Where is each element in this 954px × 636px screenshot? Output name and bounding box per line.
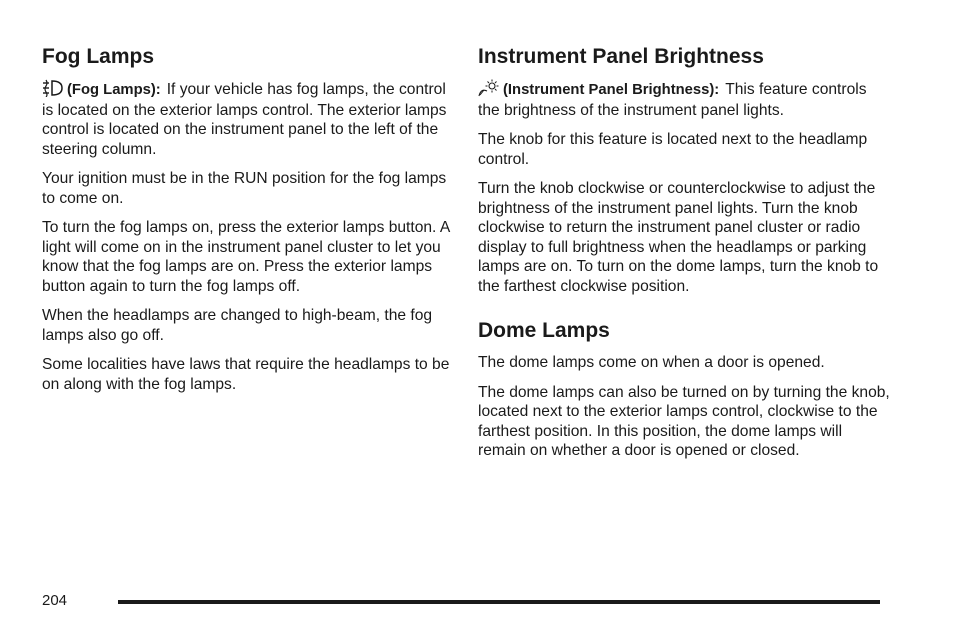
panel-brightness-term: (Instrument Panel Brightness):	[503, 82, 720, 99]
dome-lamps-paragraph-1: The dome lamps come on when a door is opened.	[478, 354, 825, 372]
panel-brightness-paragraph-1: The knob for this feature is located next to the headlamp control.	[478, 131, 868, 168]
fog-lamps-paragraph-3: When the headlamps are changed to high-beam, the fog lamps also go off.	[42, 307, 433, 344]
panel-brightness-intro	[478, 79, 890, 120]
footer-rule	[118, 600, 880, 604]
panel-brightness-intro-text: This feature controls the brightness of the instrument panel lights.	[478, 81, 867, 119]
fog-lamps-intro-text: If your vehicle has fog lamps, the control is located on the exterior lamps control. The exterior lamps control is located on the instrument panel to the left of the steering column.	[42, 81, 447, 158]
instrument-panel-brightness-heading: Instrument Panel Brightness	[478, 45, 764, 68]
fog-lamps-term: (Fog Lamps):	[67, 82, 161, 99]
dome-lamps-heading: Dome Lamps	[478, 319, 610, 343]
fog-lamps-paragraph-1: Your ignition must be in the RUN position for the fog lamps to come on.	[42, 170, 447, 207]
left-column	[42, 44, 452, 404]
dome-lamps-paragraph-2: The dome lamps can also be turned on by turning the knob, located next to the exterior lamps control, clockwise to the farthest position. In this position, the dome lamps will remain on whether a door is opened or closed.	[478, 383, 890, 460]
right-column	[478, 44, 890, 471]
fog-lamps-paragraph-2: To turn the fog lamps on, press the exterior lamps button. A light will come on in the instrument panel cluster to let you know that the fog lamps are on. Press the exterior lamps button again to turn the fog lamps off.	[42, 219, 450, 295]
page-number: 204	[42, 592, 68, 609]
panel-brightness-icon	[478, 79, 500, 97]
fog-lamps-intro	[42, 79, 452, 159]
fog-lamps-heading: Fog Lamps	[42, 45, 155, 68]
fog-lamps-paragraph-4: Some localities have laws that require the headlamps to be on along with the fog lamps.	[42, 356, 450, 393]
fog-lamp-icon	[42, 79, 64, 97]
panel-brightness-paragraph-2: Turn the knob clockwise or counterclockwise to adjust the brightness of the instrument panel lights. Turn the knob clockwise to return the instrument panel cluster or radio display to full brightness when the headlamps or parking lamps are on. To turn on the dome lamps, turn the knob to the farthest clockwise position.	[478, 180, 879, 295]
